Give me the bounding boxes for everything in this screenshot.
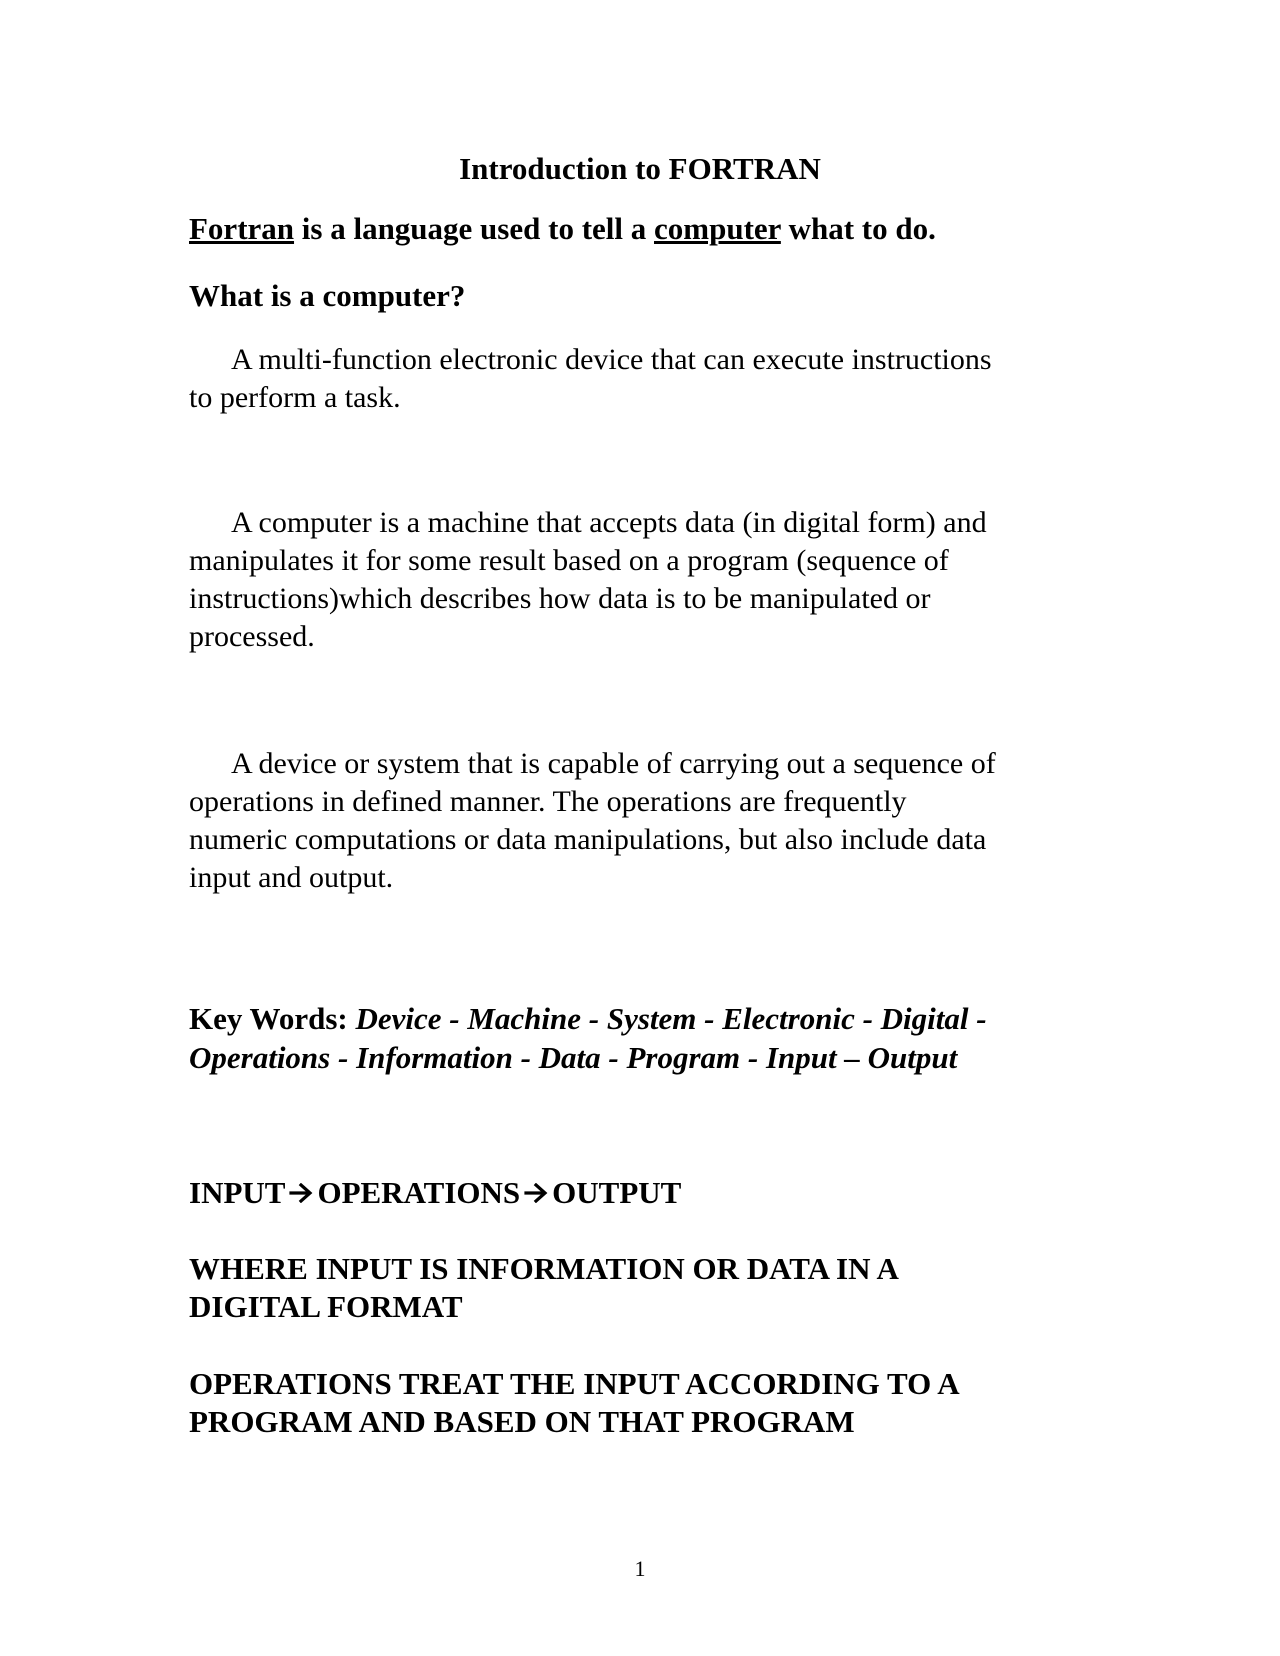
flow-input: INPUT	[189, 1175, 286, 1210]
keywords-label: Key Words:	[189, 1001, 356, 1036]
flow-line	[189, 1177, 681, 1211]
right-arrow-icon	[524, 1177, 548, 1208]
intro-text-2: what to do.	[780, 211, 936, 246]
definition2-line1: A computer is a machine that accepts data (in digital form) and	[231, 506, 987, 539]
flow-output: OUTPUT	[552, 1175, 682, 1210]
definition1-line2: to perform a task.	[189, 381, 401, 414]
definition2-line3: instructions)which describes how data is to be manipulated or	[189, 582, 931, 615]
intro-text-1: is a language used to tell a	[294, 211, 654, 246]
operations-treat-line1: OPERATIONS TREAT THE INPUT ACCORDING TO A	[189, 1366, 960, 1401]
where-input-line1: WHERE INPUT IS INFORMATION OR DATA IN A	[189, 1251, 899, 1286]
definition3-line1: A device or system that is capable of carrying out a sequence of	[231, 747, 996, 780]
definition1-line1: A multi-function electronic device that can execute instructions	[231, 343, 992, 376]
intro-sentence	[189, 213, 936, 244]
document-title: Introduction to FORTRAN	[459, 151, 821, 186]
definition3-line3: numeric computations or data manipulations, but also include data	[189, 823, 987, 856]
keywords-line1	[189, 1003, 987, 1034]
definition3-line4: input and output.	[189, 861, 394, 894]
where-input-line2: DIGITAL FORMAT	[189, 1289, 463, 1324]
page-number: 1	[634, 1556, 646, 1581]
definition2-line2: manipulates it for some result based on a program (sequence of	[189, 544, 949, 577]
operations-treat-line2: PROGRAM AND BASED ON THAT PROGRAM	[189, 1404, 855, 1439]
question-heading: What is a computer?	[189, 278, 466, 313]
keywords-list-1: Device - Machine - System - Electronic - Digital -	[355, 1001, 987, 1036]
computer-term: computer	[654, 211, 781, 246]
definition2-line4: processed.	[189, 620, 315, 653]
right-arrow-icon	[289, 1177, 313, 1208]
definition3-line2: operations in defined manner. The operations are frequently	[189, 785, 907, 818]
fortran-term: Fortran	[189, 211, 295, 246]
flow-operations: OPERATIONS	[317, 1175, 521, 1210]
keywords-line2: Operations - Information - Data - Program - Input – Output	[189, 1040, 958, 1075]
